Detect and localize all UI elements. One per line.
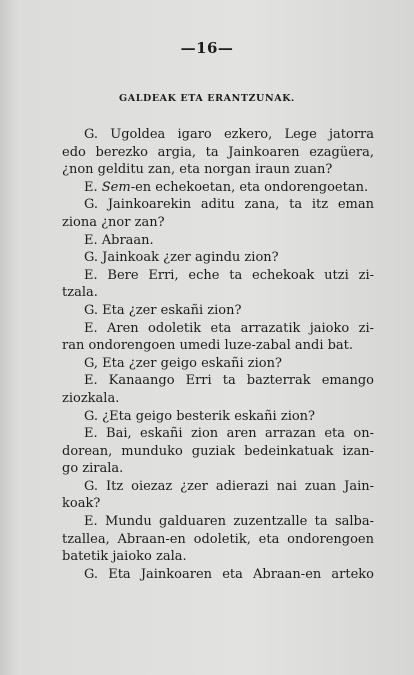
text-line: E. Aren odoletik eta arrazatik jaioko zi-: [84, 320, 374, 336]
body-text: [62, 126, 374, 583]
text-line: ¿non gelditu zan, eta norgan iraun zuan?: [62, 162, 333, 178]
text-line: G. Jainkoarekin aditu zana, ta itz eman: [84, 197, 374, 213]
text-line: [62, 179, 374, 197]
text-segment: -en echekoetan, eta ondorengoetan.: [130, 179, 369, 195]
text-line: edo berezko argia, ta Jainkoaren ezagüera,: [62, 144, 374, 160]
text-line: G. Ugoldea igaro ezkero, Lege jatorra: [84, 127, 374, 142]
page-number: —16—: [180, 39, 234, 57]
text-line: batetik jaioko zala.: [62, 549, 187, 565]
text-line: G. ¿Eta geigo besterik eskañi zion?: [84, 408, 316, 424]
section-title: GALDEAK ETA ERANTZUNAK.: [119, 93, 295, 104]
text-line: ziozkala.: [62, 390, 120, 406]
text-line: E. Mundu galduaren zuzentzalle ta salba-: [84, 514, 374, 530]
text-line: G, Eta ¿zer geigo eskañi zion?: [84, 355, 282, 371]
text-line: E. Bai, eskañi zion aren arrazan eta on-: [84, 426, 374, 442]
text-line: G. Eta ¿zer eskañi zion?: [84, 302, 242, 318]
text-line: G. Itz oiezaz ¿zer adierazi nai zuan Jain-: [84, 478, 374, 494]
text-line: G. Jainkoak ¿zer agindu zion?: [84, 250, 279, 266]
text-line: E. Kanaango Erri ta bazterrak emango: [84, 373, 374, 389]
text-line: E. Abraan.: [84, 232, 154, 248]
text-segment: E.: [84, 179, 102, 195]
text-line: tzallea, Abraan-en odoletik, eta ondorengoen: [62, 531, 374, 547]
text-line: tzala.: [62, 285, 98, 301]
text-line: go zirala.: [62, 461, 124, 477]
text-line: ziona ¿nor zan?: [62, 214, 165, 230]
text-line: koak?: [62, 496, 101, 512]
italic-name: Sem: [101, 179, 131, 195]
text-line: G. Eta Jainkoaren eta Abraan-en arteko: [84, 566, 374, 582]
text-line: ran ondorengoen umedi luze-zabal andi bat.: [62, 338, 354, 354]
text-line: E. Bere Erri, eche ta echekoak utzi zi-: [84, 267, 374, 283]
text-line: dorean, munduko guziak bedeinkatuak izan-: [62, 443, 374, 459]
